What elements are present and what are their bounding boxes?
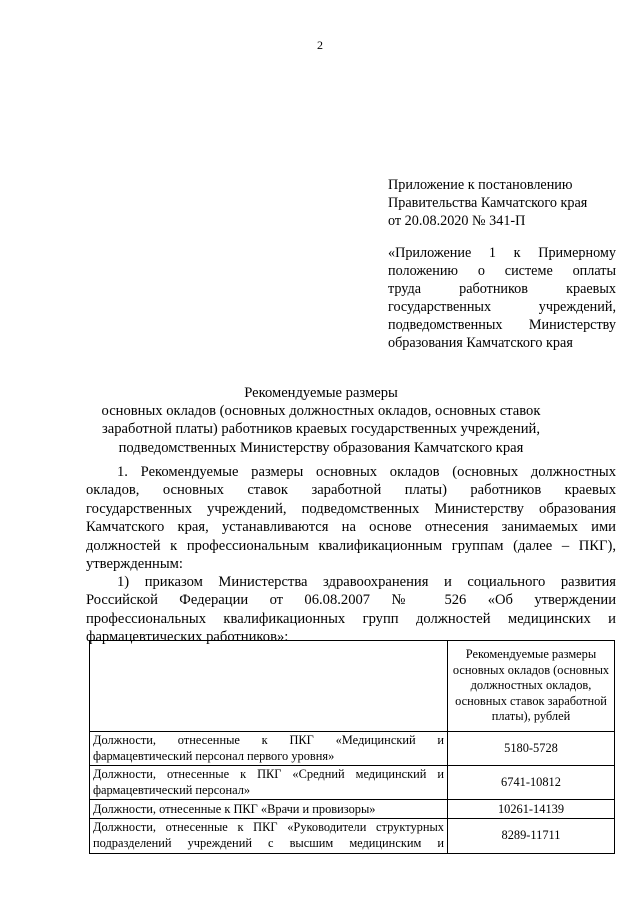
appendix-reference-line: положению о системе оплаты xyxy=(388,263,616,279)
paragraph-line: государственных учреждений, подведомственных Министерству образования xyxy=(86,500,616,517)
page-number: 2 xyxy=(317,38,323,52)
appendix-reference-line: образования Камчатского края xyxy=(388,335,573,351)
salary-cell: 5180-5728 xyxy=(448,732,615,766)
table-row xyxy=(90,732,615,766)
paragraph-line: утвержденным: xyxy=(86,556,183,573)
paragraph-line: Камчатского края, устанавливаются на основе отнесения занимаемых ими xyxy=(86,519,616,536)
appendix-header-line: Правительства Камчатского края xyxy=(388,195,588,211)
paragraph-2 xyxy=(86,573,616,647)
paragraph-line: Российской Федерации от 06.08.2007 № 526 «Об утверждении xyxy=(86,592,616,609)
appendix-reference-line: «Приложение 1 к Примерному xyxy=(388,245,616,261)
appendix-reference xyxy=(388,244,616,352)
document-title xyxy=(86,384,556,457)
appendix-header-line: от 20.08.2020 № 341-П xyxy=(388,213,526,229)
position-line: Должности, отнесенные к ПКГ «Медицинский и xyxy=(93,733,444,747)
paragraph-line: окладов, основных ставок заработной платы) работников краевых xyxy=(86,482,616,499)
table-row xyxy=(90,819,615,853)
position-cell xyxy=(90,732,448,766)
position-line: подразделений учреждений с высшим медицинским и xyxy=(93,835,444,850)
appendix-reference-line: труда работников краевых xyxy=(388,281,616,297)
table-header-row xyxy=(90,641,615,732)
title-line: заработной платы) работников краевых государственных учреждений, xyxy=(102,421,540,438)
paragraph-line: профессиональных квалификационных групп должностей медицинских и xyxy=(86,610,616,627)
table-row xyxy=(90,766,615,800)
appendix-reference-line: государственных учреждений, xyxy=(388,299,616,315)
paragraph-line: 1) приказом Министерства здравоохранения и социального развития xyxy=(117,574,616,590)
position-line: Должности, отнесенные к ПКГ «Врачи и провизоры» xyxy=(93,801,376,816)
header-cell-position xyxy=(90,641,448,732)
paragraph-line: фармацевтических работников»: xyxy=(86,629,289,646)
salary-table xyxy=(89,640,615,854)
salary-cell: 8289-11711 xyxy=(448,819,615,853)
paragraph-line: 1. Рекомендуемые размеры основных окладов (основных должностных xyxy=(117,464,616,480)
title-line: Рекомендуемые размеры xyxy=(244,385,398,401)
title-line: основных окладов (основных должностных окладов, основных ставок xyxy=(101,403,541,420)
position-cell xyxy=(90,766,448,800)
salary-cell: 6741-10812 xyxy=(448,766,615,800)
position-line: фармацевтический персонал» xyxy=(93,782,251,797)
title-line: подведомственных Министерству образования Камчатского края xyxy=(118,439,524,456)
appendix-header xyxy=(388,176,616,230)
position-cell xyxy=(90,800,448,819)
table-row xyxy=(90,800,615,819)
appendix-header-line: Приложение к постановлению xyxy=(388,177,573,193)
position-line: Должности, отнесенные к ПКГ «Руководители структурных xyxy=(93,820,444,835)
paragraph-1 xyxy=(86,463,616,573)
appendix-reference-line: подведомственных Министерству xyxy=(388,317,616,333)
header-cell-salary: Рекомендуемые размеры основных окладов (основных должностных окладов, основных ставок заработной платы), рублей xyxy=(448,641,615,732)
position-line: Должности, отнесенные к ПКГ «Средний медицинский и xyxy=(93,767,444,782)
paragraph-line: должностей к профессиональным квалификационным группам (далее – ПКГ), xyxy=(86,537,616,554)
salary-cell: 10261-14139 xyxy=(448,800,615,819)
position-cell xyxy=(90,819,448,853)
position-line: фармацевтический персонал первого уровня» xyxy=(93,748,335,763)
